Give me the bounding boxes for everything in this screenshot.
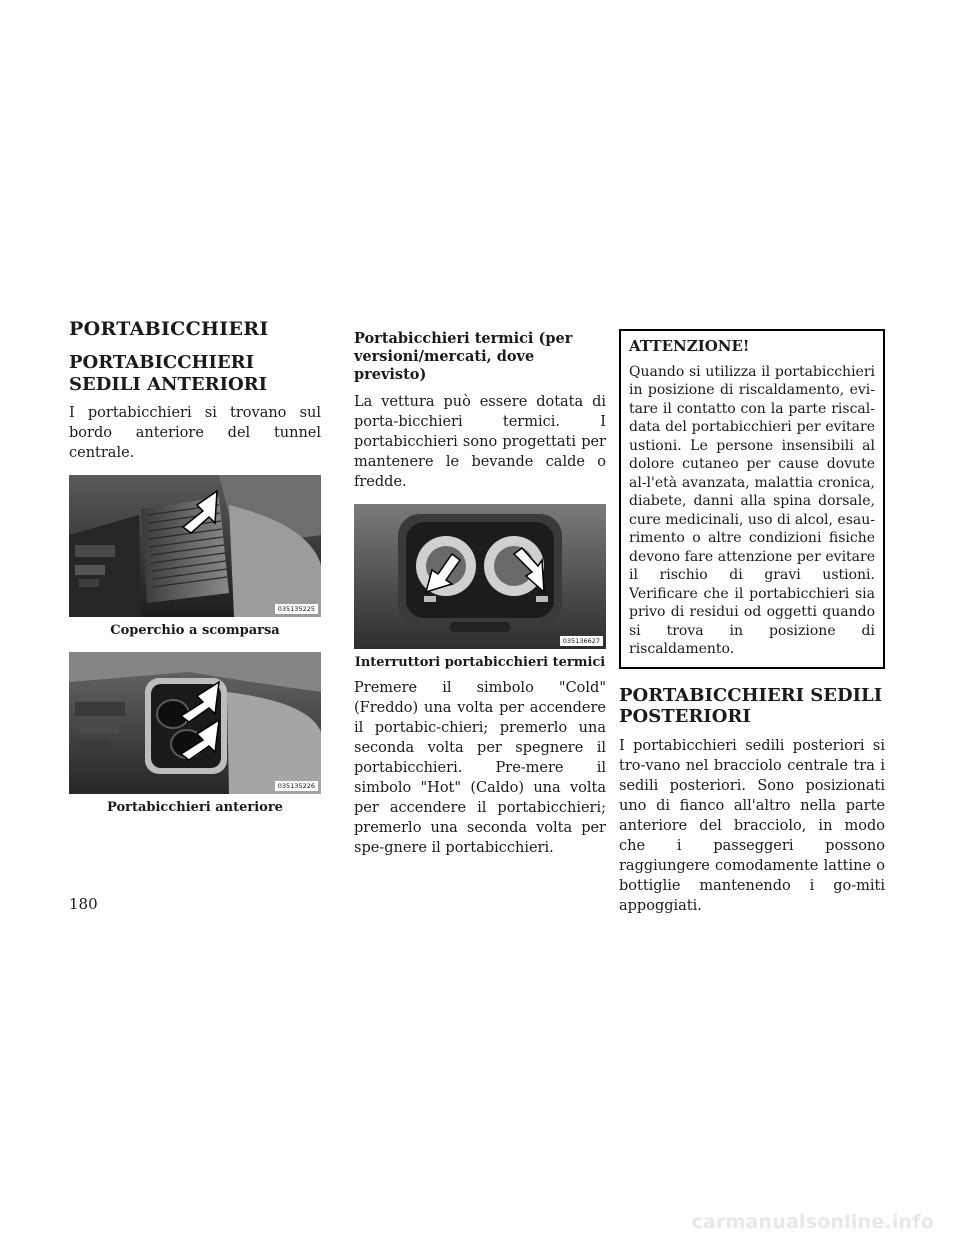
column-middle xyxy=(354,330,606,870)
heated-text-2: Premere il simbolo "Cold" (Freddo) una volta per accendere il portabic-chieri; premerlo una seconda volta per spegnere il portabicchieri. Pre-mere il simbolo "Hot" (Caldo) una volta per accendere il portabicchieri; premerlo una seconda volta per spe-gnere il portabicchieri. xyxy=(354,680,606,857)
column-left xyxy=(69,318,321,829)
front-cupholder-illustration xyxy=(69,652,321,794)
section-title: PORTABICCHIERI xyxy=(69,318,269,340)
heated-text-1: La vettura può essere dotata di porta-bicchieri termici. I portabicchieri sono progettati per mantenere le bevande calde o fredde. xyxy=(354,394,606,491)
heated-switches-illustration xyxy=(354,504,606,649)
figure-retractable-cover xyxy=(69,475,321,617)
figure-front-cupholder xyxy=(69,652,321,794)
figure-caption: Coperchio a scomparsa xyxy=(110,623,280,639)
warning-box xyxy=(619,329,885,669)
retractable-cover-illustration xyxy=(69,475,321,617)
figure-code: 035136627 xyxy=(560,636,603,646)
figure-code: 035135225 xyxy=(275,604,318,614)
figure-heated-switches xyxy=(354,504,606,649)
figure-caption: Portabicchieri anteriore xyxy=(107,800,283,816)
watermark: carmanualsonline.info xyxy=(691,1211,934,1233)
warning-text: Quando si utilizza il portabicchieri in posizione di riscaldamento, evi-tare il contatto con la parte riscal-data del portabicchieri per evitare ustioni. Le persone insensibili al dolore cutaneo per cause dovute al-l'età avanzata, malattia cronica, diabete, danni alla spina dorsale, cure medicinali, uso di alcol, esau-rimento o altre condizioni fisiche devono fare attenzione per evitare il rischio di gravi ustioni. Verificare che il portabicchieri sia privo di residui od oggetti quando si trova in posizione di riscaldamento. xyxy=(629,364,875,658)
front-text: I portabicchieri si trovano sul bordo anteriore del tunnel centrale. xyxy=(69,405,321,462)
warning-title: ATTENZIONE! xyxy=(629,337,750,355)
page-number: 180 xyxy=(69,895,98,913)
figure-code: 035135226 xyxy=(275,781,318,791)
rear-text: I portabicchieri sedili posteriori si tro-vano nel bracciolo centrale tra i sedili posteriori. Sono posizionati uno di fianco all'altro nella parte anteriore del bracciolo, in modo che i passeggeri possono raggiungere comodamente lattine o bottiglie mantenendo i go-miti appoggiati. xyxy=(619,737,885,914)
heated-heading: Portabicchieri termici (per versioni/mercati, dove previsto) xyxy=(354,330,573,384)
column-right xyxy=(619,318,885,928)
rear-heading: PORTABICCHIERI SEDILI POSTERIORI xyxy=(619,684,883,728)
front-heading: PORTABICCHIERI SEDILI ANTERIORI xyxy=(69,352,268,395)
figure-caption: Interruttori portabicchieri termici xyxy=(354,655,606,671)
